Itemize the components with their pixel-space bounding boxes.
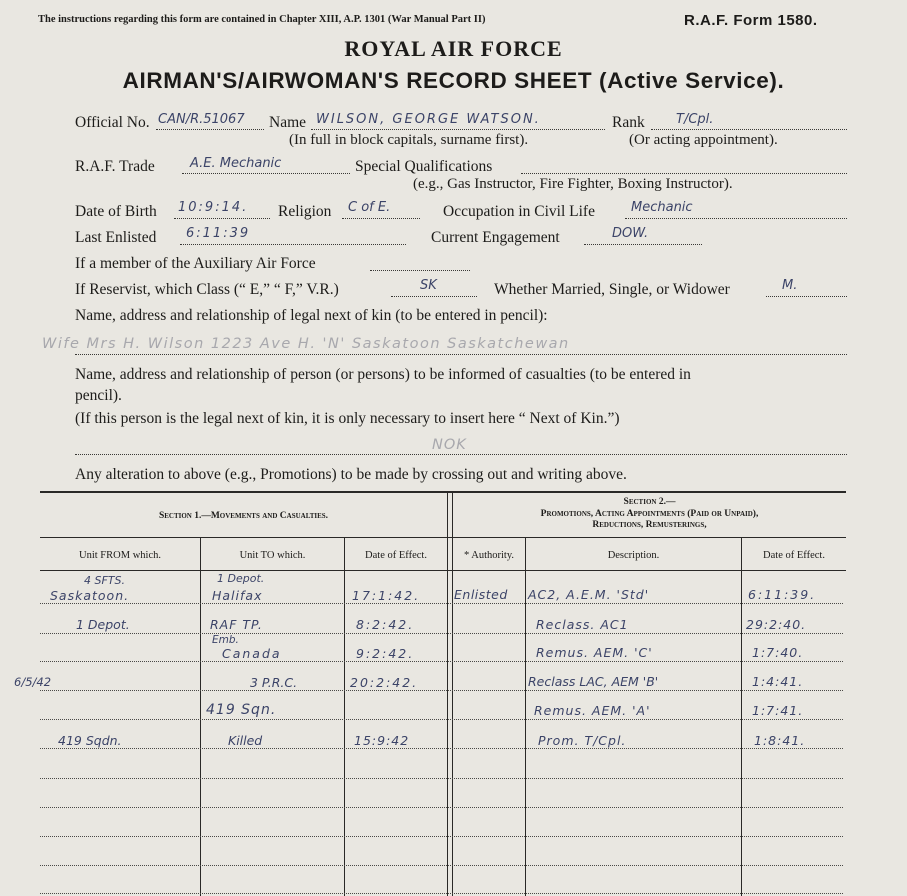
s1-row4-to: 3 P.R.C. xyxy=(250,675,298,690)
section1-title: Section 1.—Movements and Casualties. xyxy=(158,511,329,521)
col-description: Description. xyxy=(607,550,660,561)
s1-row2-from: 1 Depot. xyxy=(76,617,130,632)
next-of-kin-value: Wife Mrs H. Wilson 1223 Ave H. 'N' Saskatoon Saskatchewan xyxy=(42,336,570,352)
auxiliary-label: If a member of the Auxiliary Air Force xyxy=(75,255,316,272)
col-unit-from: Unit FROM which. xyxy=(79,550,161,561)
s2-row3-date: 1:7:40. xyxy=(752,645,804,660)
rank-value: T/Cpl. xyxy=(676,112,714,127)
col-unit-to: Unit TO which. xyxy=(239,550,306,561)
name-label: Name xyxy=(269,114,307,131)
s1-row6-from: 419 Sqdn. xyxy=(58,733,122,748)
s2-row5-description: Remus. AEM. 'A' xyxy=(534,703,651,718)
section2-title-line1: Section 2.— xyxy=(623,497,676,507)
casualty-contact-value: NOK xyxy=(432,437,467,453)
marital-status-value: M. xyxy=(782,278,798,293)
reservist-label: If Reservist, which Class (“ E,” “ F,” V.R.) xyxy=(75,281,339,298)
s2-row5-date: 1:7:41. xyxy=(752,703,804,718)
s2-row1-description: AC2, A.E.M. 'Std' xyxy=(528,587,650,602)
s1-row1-date: 17:1:42. xyxy=(352,588,421,603)
s1-row4-date: 20:2:42. xyxy=(350,675,419,690)
official-no-label: Official No. xyxy=(75,114,150,131)
col-date-effect-2: Date of Effect. xyxy=(763,550,825,561)
rank-label: Rank xyxy=(612,114,645,131)
s1-row2-date: 8:2:42. xyxy=(356,617,415,632)
s1-row2-to: RAF TP. xyxy=(210,617,263,632)
casualty-contact-label: Name, address and relationship of person (or persons) to be informed of casualties (to be entered in xyxy=(75,366,691,383)
dob-value: 10:9:14. xyxy=(178,200,249,215)
s1-row1-from-top: 4 SFTS. xyxy=(84,574,126,587)
organization-heading: ROYAL AIR FORCE xyxy=(344,36,563,61)
trade-value: A.E. Mechanic xyxy=(190,156,282,171)
s2-row1-date: 6:11:39. xyxy=(748,587,817,602)
reservist-value: SK xyxy=(420,278,437,293)
s2-row6-description: Prom. T/Cpl. xyxy=(538,733,627,748)
col-authority: * Authority. xyxy=(463,550,515,561)
last-enlisted-label: Last Enlisted xyxy=(75,229,157,246)
s1-row1-to: Halifax xyxy=(212,588,263,603)
s1-row3-to-top: Emb. xyxy=(212,634,239,646)
s2-row1-authority: Enlisted xyxy=(454,587,508,602)
s1-row3-to: Canada xyxy=(222,646,282,661)
s1-row6-to: Killed xyxy=(228,733,263,748)
occupation-value: Mechanic xyxy=(631,200,693,215)
name-value: WILSON, GEORGE WATSON. xyxy=(316,112,541,127)
rank-hint: (Or acting appointment). xyxy=(629,132,778,148)
current-engagement-label: Current Engagement xyxy=(431,229,560,246)
name-hint: (In full in block capitals, surname first). xyxy=(289,132,529,148)
col-date-effect-1: Date of Effect. xyxy=(365,550,427,561)
alteration-note: Any alteration to above (e.g., Promotions) to be made by crossing out and writing above. xyxy=(75,466,627,483)
casualty-contact-label-cont: pencil). xyxy=(75,387,122,404)
next-of-kin-label: Name, address and relationship of legal next of kin (to be entered in pencil): xyxy=(75,307,548,324)
s2-row6-date: 1:8:41. xyxy=(754,733,806,748)
special-qualifications-hint: (e.g., Gas Instructor, Fire Fighter, Boxing Instructor). xyxy=(413,176,733,192)
s1-row6-date: 15:9:42 xyxy=(354,733,410,748)
form-instructions: The instructions regarding this form are contained in Chapter XIII, A.P. 1301 (War Manual Part II) xyxy=(38,14,486,25)
s2-row2-date: 29:2:40. xyxy=(746,617,807,632)
trade-label: R.A.F. Trade xyxy=(75,158,155,175)
form-title: AIRMAN'S/AIRWOMAN'S RECORD SHEET (Active Service). xyxy=(122,68,785,93)
s1-row1-from: Saskatoon. xyxy=(50,588,130,603)
s1-row1-to-top: 1 Depot. xyxy=(217,572,265,585)
last-enlisted-value: 6:11:39 xyxy=(186,226,251,241)
section2-title-line3: Reductions, Remusterings, xyxy=(592,520,707,530)
section2-title-line2: Promotions, Acting Appointments (Paid or Unpaid), xyxy=(540,509,759,519)
s2-row4-date: 1:4:41. xyxy=(752,674,804,689)
dob-label: Date of Birth xyxy=(75,203,157,220)
current-engagement-value: DOW. xyxy=(612,226,649,241)
special-qualifications-label: Special Qualifications xyxy=(355,158,493,175)
religion-value: C of E. xyxy=(348,200,391,215)
s2-row4-description: Reclass LAC, AEM 'B' xyxy=(528,674,659,689)
casualty-contact-hint: (If this person is the legal next of kin, it is only necessary to insert here “ Next of Kin.”) xyxy=(75,410,620,427)
margin-note: 6/5/42 xyxy=(14,675,52,689)
s1-row3-date: 9:2:42. xyxy=(356,646,415,661)
official-no-value: CAN/R.51067 xyxy=(158,112,245,127)
s1-row5-to: 419 Sqn. xyxy=(206,702,277,718)
occupation-label: Occupation in Civil Life xyxy=(443,203,595,220)
religion-label: Religion xyxy=(278,203,332,220)
marital-status-label: Whether Married, Single, or Widower xyxy=(494,281,730,298)
s2-row3-description: Remus. AEM. 'C' xyxy=(536,645,653,660)
s2-row2-description: Reclass. AC1 xyxy=(536,617,629,632)
form-number: R.A.F. Form 1580. xyxy=(684,12,818,29)
